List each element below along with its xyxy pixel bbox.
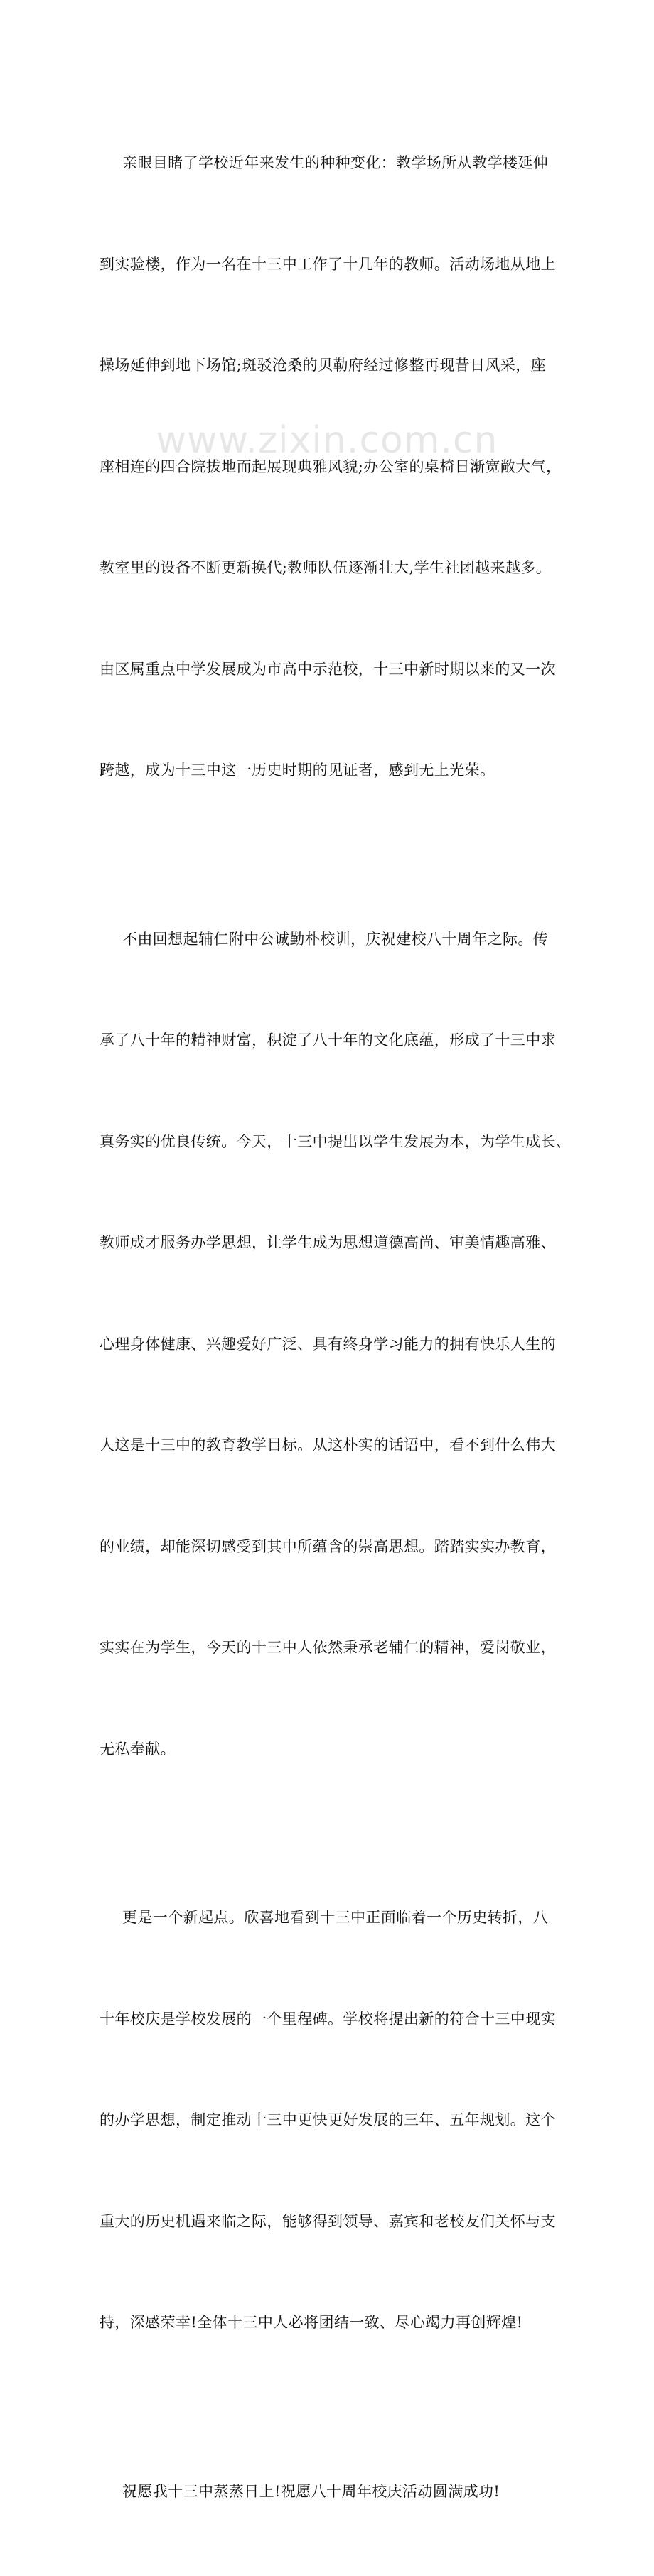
paragraph-line: 重大的历史机遇来临之际，能够得到领导、嘉宾和老校友们关怀与支 bbox=[100, 2205, 558, 2239]
paragraph-line: 不由回想起辅仁附中公诚勤朴校训，庆祝建校八十周年之际。传 bbox=[100, 923, 558, 957]
paragraph-line: 真务实的优良传统。今天，十三中提出以学生发展为本，为学生成长、 bbox=[100, 1125, 558, 1159]
paragraph-line: 跨越，成为十三中这一历史时期的见证者，感到无上光荣。 bbox=[100, 754, 558, 788]
paragraph-line: 座相连的四合院拔地而起展现典雅风貌;办公室的桌椅日渐宽敞大气， bbox=[100, 450, 558, 485]
paragraph-line: 祝愿我十三中蒸蒸日上!祝愿八十周年校庆活动圆满成功! bbox=[100, 2475, 558, 2509]
paragraph-line: 的办学思想，制定推动十三中更快更好发展的三年、五年规划。这个 bbox=[100, 2104, 558, 2138]
paragraph-line: 操场延伸到地下场馆;斑驳沧桑的贝勒府经过修整再现昔日风采，座 bbox=[100, 349, 558, 383]
paragraph-line: 无私奉献。 bbox=[100, 1733, 558, 1767]
document-body bbox=[100, 79, 558, 2576]
paragraph-line: 承了八十年的精神财富，积淀了八十年的文化底蕴，形成了十三中求 bbox=[100, 1024, 558, 1058]
paragraph-1 bbox=[100, 79, 558, 855]
paragraph-line: 十年校庆是学校发展的一个里程碑。学校将提出新的符合十三中现实 bbox=[100, 2003, 558, 2037]
watermark-text: www.zixin.com.cn bbox=[0, 419, 654, 462]
paragraph-line: 教师成才服务办学思想，让学生成为思想道德高尚、审美情趣高雅、 bbox=[100, 1226, 558, 1260]
paragraph-line: 心理身体健康、兴趣爱好广泛、具有终身学习能力的拥有快乐人生的 bbox=[100, 1328, 558, 1362]
paragraph-line: 到实验楼，作为一名在十三中工作了十几年的教师。活动场地从地上 bbox=[100, 248, 558, 282]
paragraph-4 bbox=[100, 2408, 558, 2576]
paragraph-line: 人这是十三中的教育教学目标。从这朴实的话语中，看不到什么伟大 bbox=[100, 1429, 558, 1463]
paragraph-line: 更是一个新起点。欣喜地看到十三中正面临着一个历史转折，八 bbox=[100, 1901, 558, 1935]
paragraph-line: 亲眼目睹了学校近年来发生的种种变化：教学场所从教学楼延伸 bbox=[100, 146, 558, 180]
paragraph-line: 的业绩，却能深切感受到其中所蕴含的崇高思想。踏踏实实办教育， bbox=[100, 1530, 558, 1564]
paragraph-line: 教室里的设备不断更新换代;教师队伍逐渐壮大,学生社团越来越多。 bbox=[100, 551, 558, 585]
document-page bbox=[0, 0, 654, 925]
paragraph-line: 持，深感荣幸!全体十三中人必将团结一致、尽心竭力再创辉煌! bbox=[100, 2306, 558, 2340]
paragraph-line: 由区属重点中学发展成为市高中示范校，十三中新时期以来的又一次 bbox=[100, 653, 558, 687]
paragraph-line: 实实在为学生，今天的十三中人依然秉承老辅仁的精神，爱岗敬业， bbox=[100, 1631, 558, 1665]
paragraph-2 bbox=[100, 855, 558, 1834]
paragraph-3 bbox=[100, 1834, 558, 2408]
